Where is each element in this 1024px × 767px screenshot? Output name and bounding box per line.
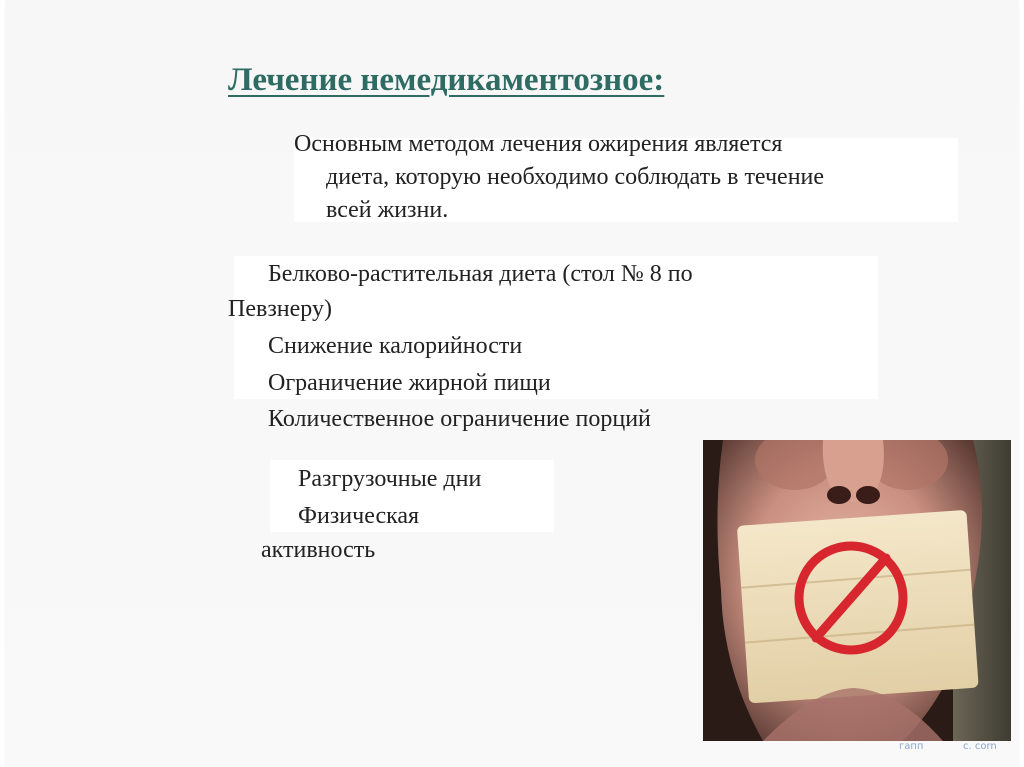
intro-line-3: всей жизни. (326, 197, 449, 223)
list-item-fasting-days: Разгрузочные дни (298, 466, 482, 492)
taped-mouth-photo (703, 440, 1011, 741)
intro-paragraph (294, 128, 958, 227)
list-item-calories: Снижение калорийности (268, 333, 523, 359)
intro-line-1: Основным методом лечения ожирения является (294, 131, 783, 157)
list-item-physical-line2: активность (261, 537, 376, 563)
footer-right-text: c. corn (963, 741, 997, 752)
list-item-physical-line1: Физическая (298, 503, 420, 529)
slide (6, 0, 1018, 767)
list-item-fat: Ограничение жирной пищи (268, 370, 551, 396)
intro-line-2: диета, которую необходимо соблюдать в течение (326, 164, 825, 190)
slide-title: Лечение немедикаментозное: (228, 62, 665, 98)
footer-left-text: гапп (899, 741, 924, 752)
list-item-portions: Количественное ограничение порций (268, 406, 651, 432)
list-item-diet-line2: Певзнеру) (228, 296, 332, 322)
list-item-diet-line1: Белково-растительная диета (стол № 8 по (268, 261, 693, 287)
